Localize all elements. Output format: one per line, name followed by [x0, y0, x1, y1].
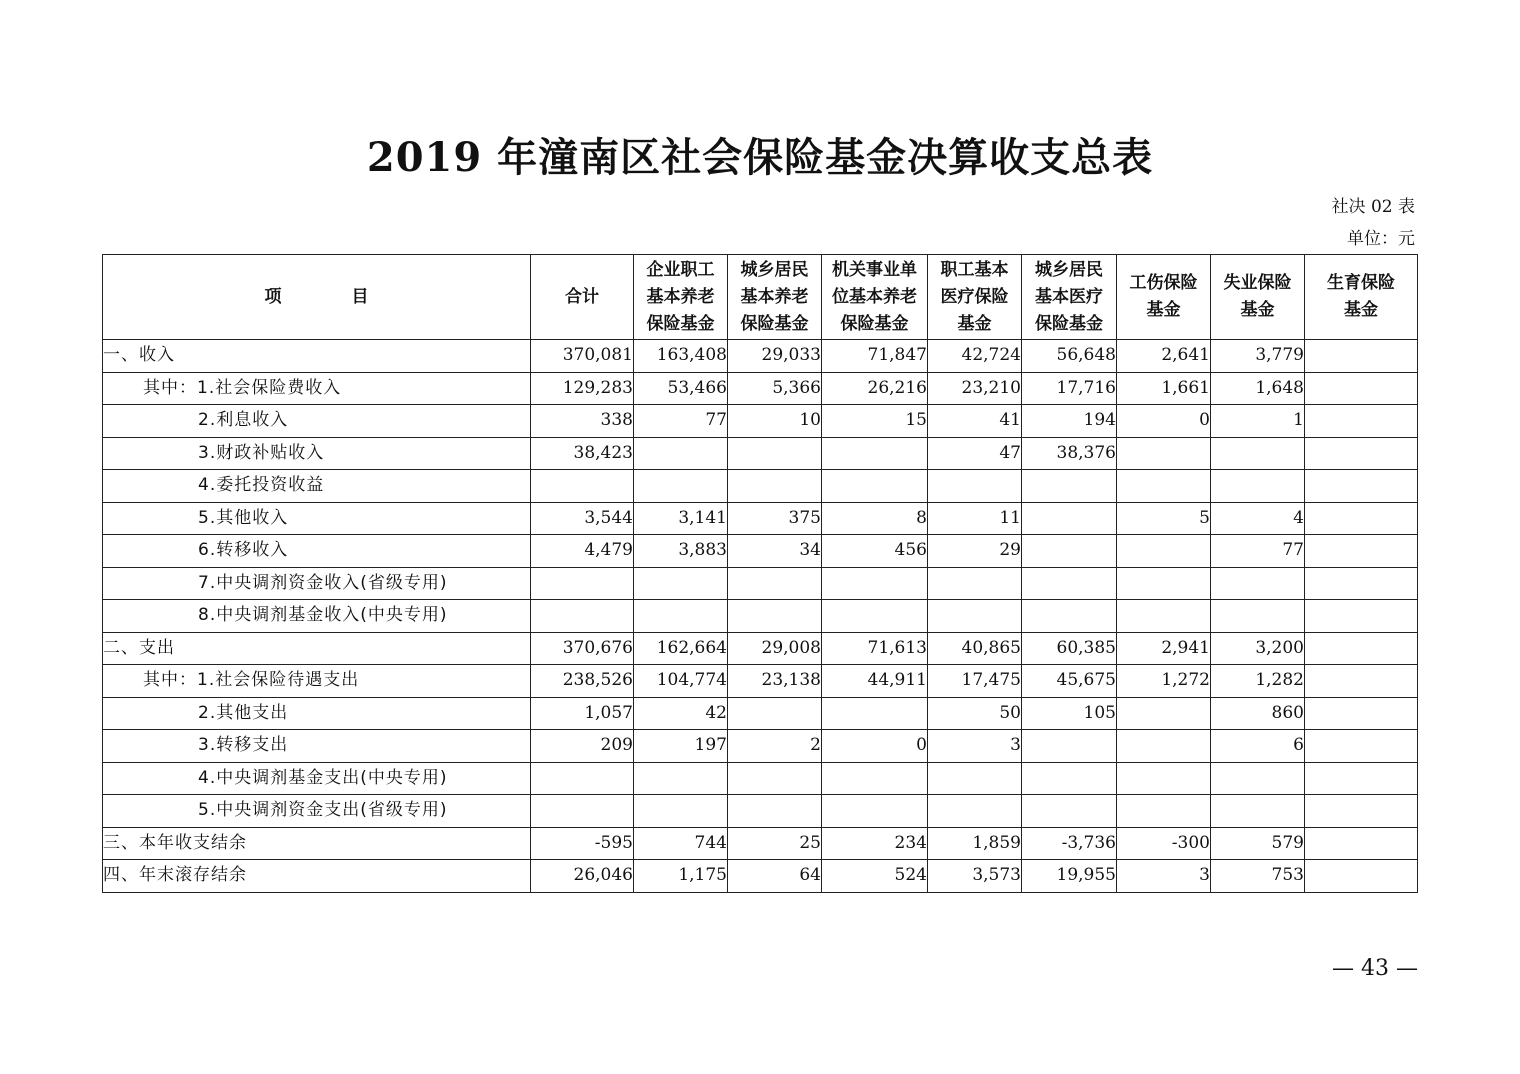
table-cell: [1022, 535, 1117, 568]
table-cell: 194: [1022, 405, 1117, 438]
table-body: [103, 340, 1418, 893]
row-item-label: 4.中央调剂基金支出(中央专用): [103, 762, 531, 795]
table-cell: [531, 567, 634, 600]
column-header: [1022, 255, 1117, 340]
table-cell: 1,175: [634, 860, 728, 893]
table-cell: [1022, 730, 1117, 763]
column-header: [1305, 255, 1418, 340]
table-cell: [1211, 762, 1305, 795]
table-cell: [928, 470, 1022, 503]
table-cell: [822, 600, 928, 633]
table-row: [103, 470, 1418, 503]
table-cell: [1117, 535, 1211, 568]
table-cell: 17,716: [1022, 372, 1117, 405]
table-cell: [634, 437, 728, 470]
table-cell: 129,283: [531, 372, 634, 405]
column-header-text: 工伤保险: [1129, 273, 1198, 293]
table-cell: [1117, 697, 1211, 730]
table-cell: 5: [1117, 502, 1211, 535]
table-cell: -595: [531, 827, 634, 860]
table-cell: 860: [1211, 697, 1305, 730]
table-cell: 23,138: [728, 665, 822, 698]
table-cell: [1305, 405, 1418, 438]
table-cell: -300: [1117, 827, 1211, 860]
row-item-label: 二、支出: [103, 632, 531, 665]
table-cell: 163,408: [634, 340, 728, 373]
column-header-text: 基本医疗: [1035, 286, 1103, 307]
row-item-label: 6.转移收入: [103, 535, 531, 568]
table-cell: 456: [822, 535, 928, 568]
table-cell: 60,385: [1022, 632, 1117, 665]
table-cell: 77: [1211, 535, 1305, 568]
table-cell: 19,955: [1022, 860, 1117, 893]
table-cell: [1117, 437, 1211, 470]
table-cell: 15: [822, 405, 928, 438]
table-row: [103, 437, 1418, 470]
fund-summary-table: [102, 254, 1418, 893]
table-cell: [634, 470, 728, 503]
column-header: [822, 255, 928, 340]
table-cell: 42: [634, 697, 728, 730]
table-cell: 3,200: [1211, 632, 1305, 665]
table-cell: 370,081: [531, 340, 634, 373]
column-header-text: 基金: [1344, 300, 1378, 320]
table-cell: [1305, 632, 1418, 665]
table-row: [103, 372, 1418, 405]
table-cell: [1305, 762, 1418, 795]
table-cell: [1117, 795, 1211, 828]
table-cell: 26,216: [822, 372, 928, 405]
table-cell: 375: [728, 502, 822, 535]
column-header-item: [103, 255, 531, 340]
table-cell: [1305, 535, 1418, 568]
table-cell: [1022, 470, 1117, 503]
column-header-text: 基金: [957, 313, 992, 334]
table-cell: 23,210: [928, 372, 1022, 405]
table-cell: 3,141: [634, 502, 728, 535]
table-cell: [1117, 470, 1211, 503]
row-item-label: 7.中央调剂资金收入(省级专用): [103, 567, 531, 600]
table-row: [103, 697, 1418, 730]
page-number: — 43 —: [1332, 956, 1418, 981]
unit-label: 单位：元: [1347, 229, 1415, 249]
table-cell: [1305, 372, 1418, 405]
table-cell: 50: [928, 697, 1022, 730]
row-item-label: 其中：1.社会保险待遇支出: [103, 665, 531, 698]
row-item-label: 四、年末滚存结余: [103, 860, 531, 893]
header-row: [103, 255, 1418, 340]
table-cell: [728, 567, 822, 600]
table-cell: 3: [1117, 860, 1211, 893]
table-cell: 197: [634, 730, 728, 763]
column-header-text: 生育保险: [1327, 273, 1395, 293]
table-cell: [822, 697, 928, 730]
table-cell: [1022, 762, 1117, 795]
column-header-text: 职工基本: [940, 259, 1009, 280]
table-cell: 26,046: [531, 860, 634, 893]
table-cell: 53,466: [634, 372, 728, 405]
table-cell: [1117, 762, 1211, 795]
column-header-text: 保险基金: [1035, 313, 1103, 334]
column-header-text: 城乡居民: [740, 259, 809, 280]
table-cell: 1,859: [928, 827, 1022, 860]
table-cell: 338: [531, 405, 634, 438]
table-cell: [1211, 567, 1305, 600]
table-cell: 25: [728, 827, 822, 860]
column-header-text: 医疗保险: [940, 286, 1009, 307]
table-cell: [928, 600, 1022, 633]
table-cell: 29,033: [728, 340, 822, 373]
row-item-label: 2.利息收入: [103, 405, 531, 438]
table-row: [103, 730, 1418, 763]
table-row: [103, 860, 1418, 893]
table-cell: 744: [634, 827, 728, 860]
table-cell: 42,724: [928, 340, 1022, 373]
table-cell: 11: [928, 502, 1022, 535]
table-cell: 71,613: [822, 632, 928, 665]
table-cell: 2,641: [1117, 340, 1211, 373]
table-cell: 5,366: [728, 372, 822, 405]
table-cell: 0: [822, 730, 928, 763]
table-cell: [728, 697, 822, 730]
table-cell: 10: [728, 405, 822, 438]
table-cell: [728, 600, 822, 633]
table-cell: 105: [1022, 697, 1117, 730]
column-header-text: 企业职工: [646, 259, 715, 280]
column-header: [1211, 255, 1305, 340]
table-cell: [1211, 600, 1305, 633]
table-cell: 38,423: [531, 437, 634, 470]
table-cell: [1211, 795, 1305, 828]
table-cell: 44,911: [822, 665, 928, 698]
table-cell: 2: [728, 730, 822, 763]
table-cell: 753: [1211, 860, 1305, 893]
table-cell: [1305, 860, 1418, 893]
column-header-text: 机关事业单: [832, 259, 917, 280]
table-row: [103, 502, 1418, 535]
table-cell: [1211, 437, 1305, 470]
table-cell: [634, 762, 728, 795]
table-cell: 524: [822, 860, 928, 893]
column-header: [728, 255, 822, 340]
table-cell: 3,779: [1211, 340, 1305, 373]
table-cell: [1022, 502, 1117, 535]
table-cell: [1305, 600, 1418, 633]
table-cell: [634, 795, 728, 828]
table-row: [103, 827, 1418, 860]
table-cell: 1,057: [531, 697, 634, 730]
table-cell: [728, 437, 822, 470]
column-header-text: 城乡居民: [1035, 259, 1103, 280]
table-cell: 3: [928, 730, 1022, 763]
table-cell: [1305, 730, 1418, 763]
table-cell: [1022, 600, 1117, 633]
table-cell: [1305, 697, 1418, 730]
table-cell: 34: [728, 535, 822, 568]
column-header: [928, 255, 1022, 340]
table-cell: 104,774: [634, 665, 728, 698]
table-cell: 238,526: [531, 665, 634, 698]
table-cell: 8: [822, 502, 928, 535]
column-header-text: 基金: [1240, 300, 1275, 320]
table-cell: 17,475: [928, 665, 1022, 698]
table-cell: [1117, 600, 1211, 633]
row-item-label: 8.中央调剂基金收入(中央专用): [103, 600, 531, 633]
column-header-text: 目: [351, 286, 369, 307]
table-row: [103, 795, 1418, 828]
table-cell: [728, 470, 822, 503]
table-row: [103, 535, 1418, 568]
table-cell: 56,648: [1022, 340, 1117, 373]
table-cell: [1305, 340, 1418, 373]
table-cell: 370,676: [531, 632, 634, 665]
table-cell: 3,573: [928, 860, 1022, 893]
table-cell: [928, 795, 1022, 828]
table-cell: 3,883: [634, 535, 728, 568]
table-cell: [1305, 470, 1418, 503]
table-cell: [822, 437, 928, 470]
column-header: [634, 255, 728, 340]
table-cell: 1: [1211, 405, 1305, 438]
row-item-label: 3.财政补贴收入: [103, 437, 531, 470]
table-row: [103, 600, 1418, 633]
table-cell: [1305, 665, 1418, 698]
column-header-text: 位基本养老: [832, 286, 917, 307]
table-cell: 29,008: [728, 632, 822, 665]
row-item-label: 一、收入: [103, 340, 531, 373]
table-cell: 209: [531, 730, 634, 763]
column-header-text: 合计: [565, 286, 599, 307]
table-cell: [634, 567, 728, 600]
table-row: [103, 762, 1418, 795]
table-header: [103, 255, 1418, 340]
row-item-label: 4.委托投资收益: [103, 470, 531, 503]
form-number: 社决 02 表: [1331, 197, 1415, 217]
column-header-text: 保险基金: [646, 313, 715, 334]
table-cell: 45,675: [1022, 665, 1117, 698]
table-cell: 579: [1211, 827, 1305, 860]
table-cell: 47: [928, 437, 1022, 470]
column-header-text: 基本养老: [646, 286, 715, 307]
row-item-label: 3.转移支出: [103, 730, 531, 763]
table-cell: 4,479: [531, 535, 634, 568]
table-cell: [531, 795, 634, 828]
column-header-text: 保险基金: [840, 313, 909, 334]
column-header-text: 保险基金: [740, 313, 809, 334]
table-cell: [634, 600, 728, 633]
table-row: [103, 632, 1418, 665]
table-cell: [822, 795, 928, 828]
table-cell: [1211, 470, 1305, 503]
table-cell: 234: [822, 827, 928, 860]
column-header: [531, 255, 634, 340]
table-cell: 0: [1117, 405, 1211, 438]
table-cell: [822, 567, 928, 600]
row-item-label: 5.其他收入: [103, 502, 531, 535]
table-cell: [728, 762, 822, 795]
table-cell: 1,272: [1117, 665, 1211, 698]
table-cell: [1305, 502, 1418, 535]
table-cell: 1,282: [1211, 665, 1305, 698]
column-header-text: 基金: [1146, 300, 1181, 320]
table-cell: 64: [728, 860, 822, 893]
table-cell: [531, 600, 634, 633]
table-cell: [928, 762, 1022, 795]
table-row: [103, 665, 1418, 698]
table-cell: [928, 567, 1022, 600]
table-cell: 4: [1211, 502, 1305, 535]
column-header-text: 项: [264, 286, 282, 307]
row-item-label: 5.中央调剂资金支出(省级专用): [103, 795, 531, 828]
row-item-label: 三、本年收支结余: [103, 827, 531, 860]
row-item-label: 其中：1.社会保险费收入: [103, 372, 531, 405]
table-cell: [1305, 827, 1418, 860]
table-cell: [1022, 567, 1117, 600]
table-cell: [1305, 795, 1418, 828]
table-cell: -3,736: [1022, 827, 1117, 860]
column-header: [1117, 255, 1211, 340]
table-row: [103, 567, 1418, 600]
table-cell: [1305, 567, 1418, 600]
table-cell: 2,941: [1117, 632, 1211, 665]
table-cell: 3,544: [531, 502, 634, 535]
table-cell: [822, 762, 928, 795]
table-cell: 38,376: [1022, 437, 1117, 470]
table-cell: 77: [634, 405, 728, 438]
table-cell: 41: [928, 405, 1022, 438]
table-cell: 29: [928, 535, 1022, 568]
table-cell: 1,661: [1117, 372, 1211, 405]
table-cell: 40,865: [928, 632, 1022, 665]
column-header-text: 基本养老: [740, 286, 809, 307]
document-title: 2019 年潼南区社会保险基金决算收支总表: [366, 134, 1154, 181]
table-cell: [822, 470, 928, 503]
table-cell: 1,648: [1211, 372, 1305, 405]
table-cell: [531, 470, 634, 503]
column-header-text: 失业保险: [1223, 273, 1292, 293]
table-cell: [1305, 437, 1418, 470]
table-cell: [728, 795, 822, 828]
table-cell: [531, 762, 634, 795]
table-cell: 162,664: [634, 632, 728, 665]
table-cell: [1117, 730, 1211, 763]
table-cell: [1117, 567, 1211, 600]
table-row: [103, 340, 1418, 373]
table-cell: [1022, 795, 1117, 828]
table-row: [103, 405, 1418, 438]
table-cell: 6: [1211, 730, 1305, 763]
table-cell: 71,847: [822, 340, 928, 373]
row-item-label: 2.其他支出: [103, 697, 531, 730]
